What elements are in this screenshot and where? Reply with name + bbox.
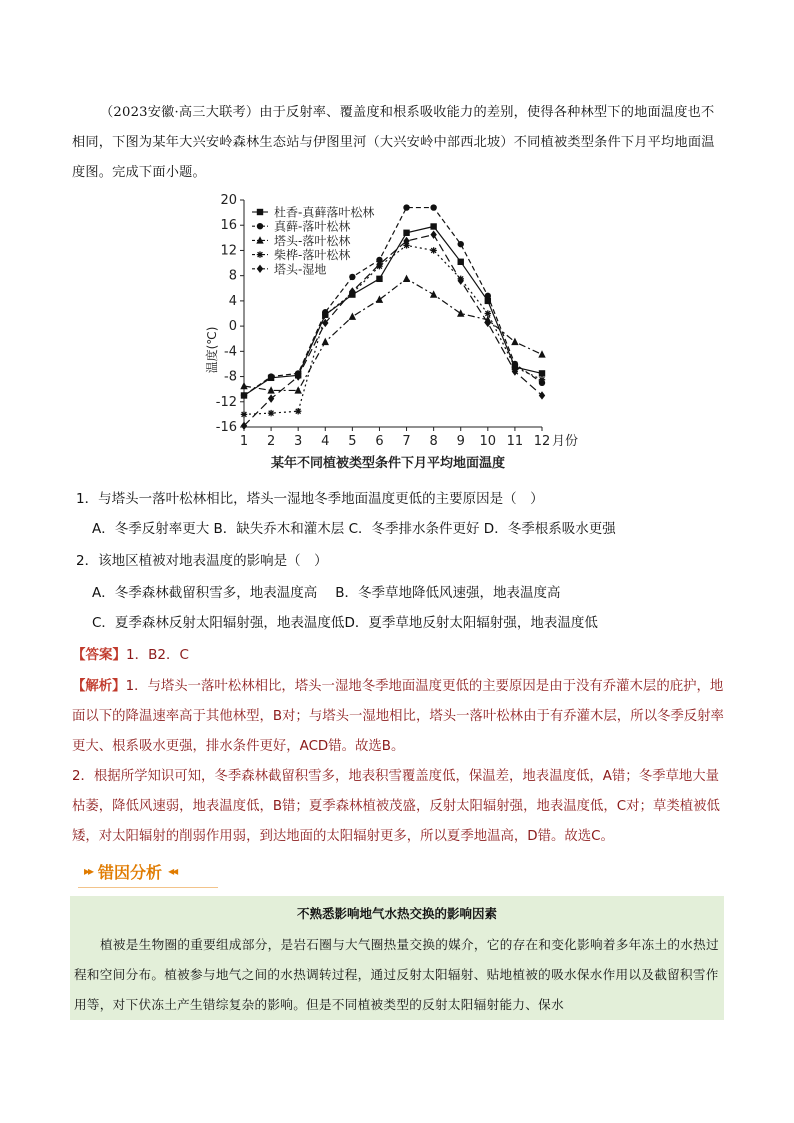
section-title: 错因分析 bbox=[98, 862, 163, 882]
data-point-s4 bbox=[322, 312, 328, 318]
legend-label-5: 塔头-湿地 bbox=[274, 262, 327, 277]
question-2-option-a: A．冬季森林截留积雪多，地表温度高 bbox=[92, 585, 318, 601]
x-tick-label: 2 bbox=[266, 434, 276, 449]
y-tick-label: -4 bbox=[224, 344, 237, 360]
data-point-s2 bbox=[430, 204, 436, 210]
data-point-s2 bbox=[241, 392, 247, 398]
question-2-stem: 2．该地区植被对地表温度的影响是（ ） bbox=[76, 553, 328, 569]
chart-title: 某年不同植被类型条件下月平均地面温度 bbox=[270, 456, 506, 471]
x-tick-label: 11 bbox=[506, 434, 524, 449]
x-tick-label: 3 bbox=[294, 434, 303, 449]
x-tick-label: 1 bbox=[239, 434, 249, 449]
data-point-s1 bbox=[539, 370, 545, 376]
analysis-paragraph-1 bbox=[72, 672, 724, 762]
data-point-s3 bbox=[457, 309, 464, 316]
data-point-s2 bbox=[458, 241, 464, 247]
data-point-s2 bbox=[349, 274, 355, 280]
y-tick-label: 8 bbox=[228, 268, 237, 284]
data-point-s5 bbox=[268, 394, 274, 402]
x-tick-label: 10 bbox=[479, 434, 497, 449]
data-point-s2 bbox=[268, 373, 274, 379]
data-point-s4 bbox=[268, 410, 274, 416]
tip-box-body: 植被是生物圈的重要组成部分，是岩石圈与大气圈热量交换的媒介，它的存在和变化影响着多年冻土的水热过程和空间分布。植被参与地气之间的水热调转过程，通过反射太阳辐射、贴地植被的吸水保水作用以及截留积雪作用等，对下伏冻土产生错综复杂的影响。但是不同植被类型的反射太阳辐射能力、保水 bbox=[74, 937, 719, 1012]
temperature-line-chart bbox=[200, 192, 620, 477]
question-intro: （2023安徽·高三大联考）由于反射率、覆盖度和根系吸收能力的差别，使得各种林型下的地面温度也不相同，下图为某年大兴安岭森林生态站与伊图里河（大兴安岭中部西北坡）不同植被类型条件下月平均地面温度图。完成下面小题。 bbox=[72, 105, 715, 180]
legend-marker-1 bbox=[257, 209, 263, 215]
data-point-s3 bbox=[511, 338, 518, 345]
x-tick-label: 6 bbox=[375, 434, 384, 449]
data-point-s3 bbox=[349, 312, 356, 319]
series-line-3 bbox=[244, 279, 542, 391]
y-tick-label: 0 bbox=[228, 319, 237, 335]
y-axis-label: 温度(℃) bbox=[205, 326, 219, 374]
data-point-s3 bbox=[403, 275, 410, 282]
legend-label-3: 塔头-落叶松林 bbox=[274, 233, 351, 248]
data-point-s3 bbox=[376, 295, 383, 302]
data-point-s1 bbox=[403, 230, 409, 236]
data-point-s3 bbox=[430, 290, 437, 297]
legend-label-4: 柴桦-落叶松林 bbox=[274, 248, 351, 263]
legend-marker-2 bbox=[257, 223, 263, 229]
data-point-s4 bbox=[241, 411, 247, 417]
data-point-s3 bbox=[240, 382, 247, 389]
data-point-s4 bbox=[430, 247, 436, 253]
tip-box-title: 不熟悉影响地气水热交换的影响因素 bbox=[296, 906, 497, 921]
left-arrows-icon: ◂◂ bbox=[168, 864, 177, 878]
legend-marker-5 bbox=[257, 265, 263, 273]
question-1-options: A．冬季反射率更大 B．缺失乔木和灌木层 C．冬季排水条件更好 D．冬季根系吸水更强 bbox=[92, 521, 616, 537]
legend-label-1: 杜香-真藓落叶松林 bbox=[274, 205, 375, 220]
x-tick-label: 7 bbox=[402, 434, 411, 449]
question-2-option-c: C．夏季森林反射太阳辐射强，地表温度低 bbox=[92, 615, 345, 631]
data-point-s4 bbox=[485, 310, 491, 316]
y-tick-label: -16 bbox=[215, 420, 237, 435]
error-analysis-heading bbox=[78, 858, 182, 884]
analysis-tag: 【解析】 bbox=[72, 679, 126, 694]
answer-text: 1．B2．C bbox=[126, 647, 189, 663]
x-tick-label: 4 bbox=[321, 434, 330, 449]
data-point-s2 bbox=[403, 204, 409, 210]
question-1-stem: 1．与塔头一落叶松林相比，塔头一湿地冬季地面温度更低的主要原因是（ ） bbox=[76, 491, 544, 507]
analysis-text-1: 1．与塔头一落叶松林相比，塔头一湿地冬季地面温度更低的主要原因是由于没有乔灌木层的庇护，地面以下的降温速率高于其他林型，B对；与塔头一湿地相比，塔头一落叶松林由于有乔灌木层，所以冬季反射率更大、根系吸水更强，排水条件更好，ACD错。故选B。 bbox=[72, 679, 724, 754]
x-tick-label: 12 bbox=[533, 434, 551, 449]
y-tick-label: -8 bbox=[224, 369, 237, 385]
question-2-options-row2 bbox=[92, 611, 598, 631]
y-tick-label: 20 bbox=[220, 193, 237, 208]
answer-line bbox=[72, 643, 189, 663]
data-point-s4 bbox=[295, 408, 301, 414]
x-tick-label: 8 bbox=[429, 434, 438, 449]
data-point-s1 bbox=[458, 259, 464, 265]
analysis-block bbox=[72, 672, 724, 852]
y-tick-label: 16 bbox=[220, 218, 237, 234]
question-2-option-b: B．冬季草地降低风速强，地表温度高 bbox=[335, 585, 561, 601]
data-point-s1 bbox=[430, 223, 436, 229]
y-tick-label: 4 bbox=[228, 293, 237, 309]
data-point-s3 bbox=[538, 350, 545, 357]
question-2-options-row1 bbox=[92, 581, 561, 601]
answer-tag: 【答案】 bbox=[72, 647, 126, 663]
tip-box bbox=[70, 896, 724, 1020]
x-tick-label: 9 bbox=[456, 434, 465, 449]
x-tick-label: 5 bbox=[348, 434, 357, 449]
data-point-s3 bbox=[322, 338, 329, 345]
data-point-s5 bbox=[539, 391, 545, 399]
y-tick-label: -12 bbox=[215, 394, 237, 410]
y-tick-label: 12 bbox=[220, 243, 237, 259]
data-point-s2 bbox=[485, 293, 491, 299]
data-point-s1 bbox=[376, 276, 382, 282]
heading-underline bbox=[78, 887, 218, 888]
question-2-option-d: D．夏季草地反射太阳辐射强，地表温度低 bbox=[344, 615, 598, 631]
legend-label-2: 真藓-落叶松林 bbox=[274, 219, 351, 234]
analysis-paragraph-2: 2．根据所学知识可知，冬季森林截留积雪多，地表积雪覆盖度低，保温差，地表温度低，A错；冬季草地大量枯萎，降低风速弱，地表温度低，B错；夏季森林植被茂盛，反射太阳辐射强，地表温度低，C对；草类植被低矮，对太阳辐射的削弱作用弱，到达地面的太阳辐射更多，所以夏季地温高，D错。故选C。 bbox=[72, 769, 720, 844]
right-arrows-icon: ▸▸ bbox=[84, 864, 93, 878]
data-point-s4 bbox=[539, 377, 545, 383]
x-axis-label: 月份 bbox=[552, 434, 579, 449]
legend-marker-4 bbox=[257, 251, 263, 257]
